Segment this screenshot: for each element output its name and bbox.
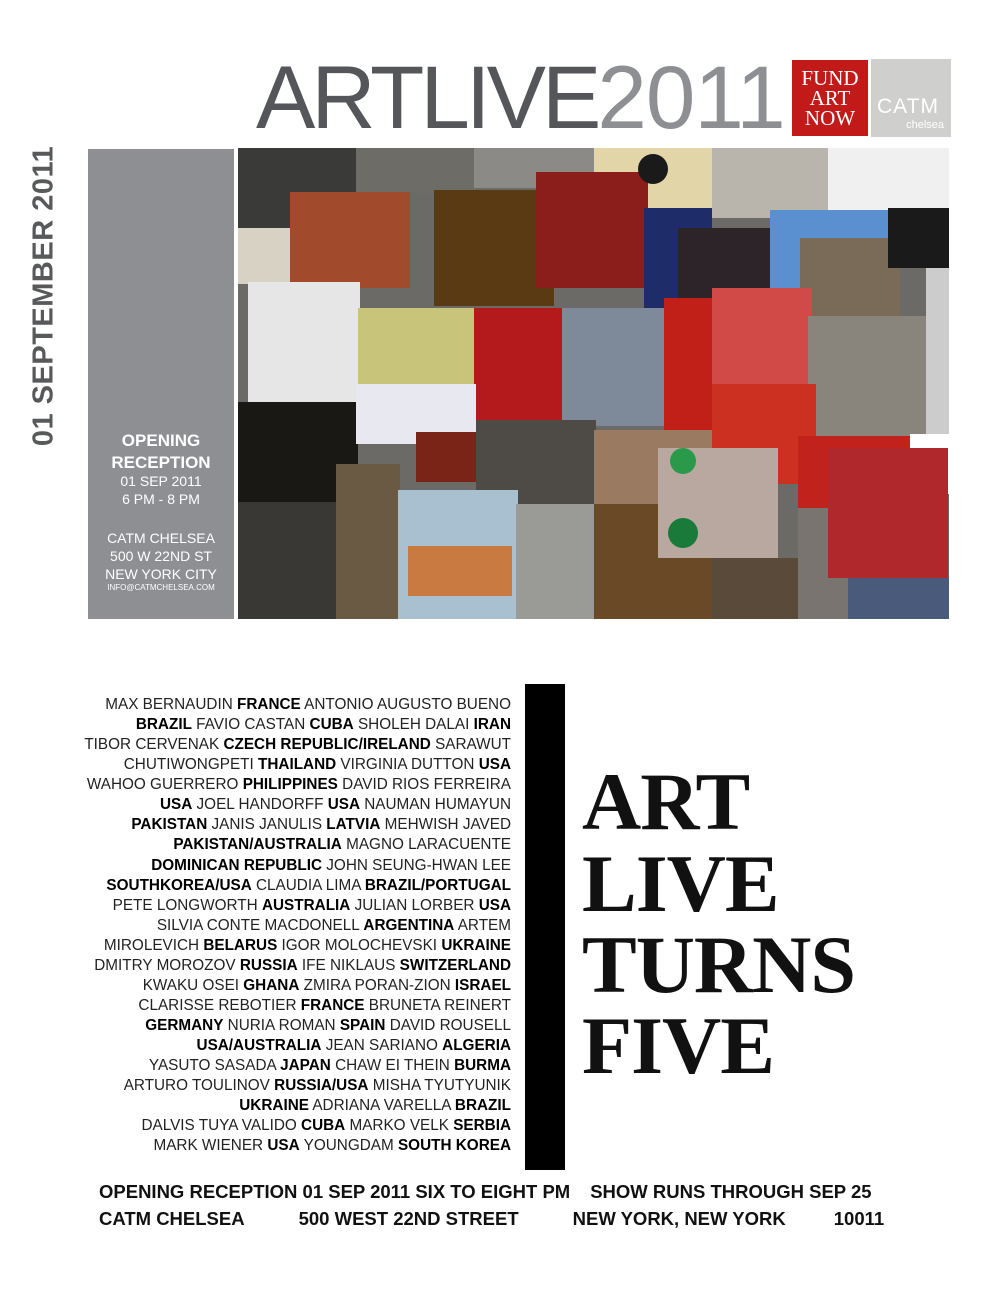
artist-line: [70, 735, 511, 755]
artist-name: DAVID RIOS FERREIRA: [337, 776, 511, 794]
badge-line-3: NOW: [804, 106, 856, 130]
artist-name: CLAUDIA LIMA: [251, 876, 365, 894]
collage-tile: [474, 308, 568, 420]
artist-line: [70, 1116, 511, 1136]
footer-zip: 10011: [833, 1208, 885, 1229]
collage-tile: [358, 308, 474, 384]
artist-name: SILVIA CONTE MACDONELL: [156, 916, 364, 934]
panel-city: NEW YORK CITY: [105, 566, 217, 582]
collage-tile: [888, 208, 949, 268]
big-word-five: FIVE: [582, 1000, 774, 1091]
artist-name: JULIAN LORBER: [350, 896, 479, 914]
collage-tile: [808, 316, 926, 436]
artist-line: [70, 1096, 511, 1116]
artist-country: JAPAN: [280, 1057, 331, 1075]
artist-name: FAVIO CASTAN: [191, 716, 310, 734]
artist-line: [70, 976, 511, 996]
artist-country: ARGENTINA: [363, 916, 455, 934]
artist-country: ISRAEL: [454, 976, 511, 994]
badge-line-2: ART: [809, 86, 851, 110]
artist-name: DMITRY MOROZOV: [94, 956, 240, 974]
artist-line: [70, 996, 511, 1016]
badge-line-1: FUND: [801, 66, 859, 90]
artist-name: IFE NIKLAUS: [297, 956, 400, 974]
artist-country: USA: [159, 796, 193, 814]
artist-name: ARTURO TOULINOV: [123, 1077, 275, 1095]
artist-name: MARK WIENER: [153, 1137, 268, 1155]
artist-list: [70, 695, 511, 1156]
artist-name: TIBOR CERVENAK: [84, 736, 224, 754]
artist-line: [70, 795, 511, 815]
artist-country: FRANCE: [300, 996, 365, 1014]
collage-tile: [664, 298, 714, 432]
panel-heading-reception: RECEPTION: [111, 453, 211, 472]
artist-name: YASUTO SASADA: [148, 1057, 281, 1075]
collage-tile: [848, 578, 949, 619]
artist-country: ALGERIA: [442, 1037, 511, 1055]
artist-name: YOUNGDAM: [299, 1137, 398, 1155]
artist-country: USA: [327, 796, 360, 814]
collage-tile: [536, 172, 648, 288]
artist-line: [70, 916, 511, 936]
artist-name: DALVIS TUYA VALIDO: [141, 1117, 302, 1135]
panel-street: 500 W 22ND ST: [110, 548, 212, 564]
artist-name: CHUTIWONGPETI: [123, 756, 258, 774]
footer-show-runs: SHOW RUNS THROUGH SEP 25: [590, 1181, 872, 1202]
artist-country: CZECH REPUBLIC/IRELAND: [223, 736, 431, 754]
artist-name: NURIA ROMAN: [223, 1017, 340, 1034]
collage-tile: [828, 448, 948, 578]
artist-country: PHILIPPINES: [242, 776, 338, 794]
artist-country: IRAN: [473, 716, 511, 734]
artist-line: [70, 1016, 511, 1036]
artist-country: CUBA: [309, 716, 354, 734]
artist-country: BRAZIL: [135, 716, 192, 734]
artist-country: UKRAINE: [441, 936, 511, 954]
artist-country: SOUTH KOREA: [397, 1137, 511, 1155]
artist-name: MAX BERNAUDIN: [105, 696, 237, 713]
artist-name: ZMIRA PORAN-ZION: [299, 976, 455, 994]
artist-line: [70, 835, 511, 855]
collage-tile: [712, 288, 812, 384]
collage-tile: [668, 518, 698, 548]
artist-country: PAKISTAN: [131, 816, 208, 834]
footer-reception: OPENING RECEPTION 01 SEP 2011 SIX TO EIGHT PM: [99, 1181, 571, 1202]
artist-country: CUBA: [301, 1117, 346, 1135]
artist-line: [70, 815, 511, 835]
artist-country: SPAIN: [339, 1017, 386, 1034]
artist-name: NAUMAN HUMAYUN: [360, 796, 511, 814]
logo-sub: chelsea: [906, 119, 944, 131]
collage-tile: [290, 192, 410, 288]
title-year: 2011: [597, 47, 785, 147]
collage-tile: [336, 464, 400, 619]
artist-country: USA: [478, 896, 511, 914]
artist-name: DAVID ROUSELL: [385, 1017, 511, 1034]
footer-city: NEW YORK, NEW YORK: [572, 1208, 786, 1229]
vertical-black-bar: [525, 684, 565, 1170]
panel-venue: CATM CHELSEA: [107, 530, 215, 546]
big-word-live: LIVE: [582, 838, 779, 929]
artist-line: [70, 856, 511, 876]
artist-country: DOMINICAN REPUBLIC: [151, 856, 323, 874]
artist-name: IGOR MOLOCHEVSKI: [277, 936, 442, 954]
collage-tile: [828, 148, 949, 210]
artist-name: PETE LONGWORTH: [112, 896, 262, 914]
big-word-turns: TURNS: [582, 919, 855, 1010]
artist-line: [70, 775, 511, 795]
artist-name: JOHN SEUNG-HWAN LEE: [322, 856, 511, 874]
artist-line: [70, 1036, 511, 1056]
artist-name: SHOLEH DALAI: [353, 716, 474, 734]
artist-name: WAHOO GUERRERO: [86, 776, 243, 794]
footer-street: 500 WEST 22ND STREET: [298, 1208, 519, 1229]
artist-country: USA: [267, 1137, 300, 1155]
poster-title: [256, 47, 785, 147]
artist-line: [70, 715, 511, 735]
footer-venue: CATM CHELSEA: [99, 1208, 245, 1229]
big-word-art: ART: [582, 756, 750, 847]
fund-art-now-badge: [792, 60, 868, 136]
artwork-collage: [238, 148, 949, 619]
artist-name: BRUNETA REINERT: [364, 996, 511, 1014]
artist-line: [70, 956, 511, 976]
artist-country: SWITZERLAND: [399, 956, 511, 974]
panel-time: 6 PM - 8 PM: [122, 491, 200, 507]
artist-name: VIRGINIA DUTTON: [336, 756, 479, 774]
artist-line: [70, 1056, 511, 1076]
artist-line: [70, 1076, 511, 1096]
artist-line: [70, 1136, 511, 1156]
artist-country: UKRAINE: [239, 1097, 309, 1115]
collage-tile: [712, 148, 830, 218]
panel-date: 01 SEP 2011: [120, 473, 202, 489]
artist-country: USA: [478, 756, 511, 774]
artist-name: KWAKU OSEI: [142, 976, 244, 994]
collage-tile: [670, 448, 696, 474]
collage-tile: [926, 268, 949, 434]
artist-country: GERMANY: [145, 1017, 224, 1034]
artist-country: SERBIA: [453, 1117, 511, 1135]
artist-name: ANTONIO AUGUSTO BUENO: [300, 696, 511, 713]
vertical-date-text: 01 SEPTEMBER 2011: [27, 145, 60, 447]
footer-line-1: [99, 1181, 872, 1203]
artist-name: ADRIANA VARELLA: [308, 1097, 455, 1115]
artist-name: MARKO VELK: [345, 1117, 454, 1135]
artist-name: SARAWUT: [430, 736, 511, 754]
collage-tile: [356, 148, 476, 193]
artist-name: CLARISSE REBOTIER: [138, 996, 301, 1014]
artist-country: THAILAND: [258, 756, 337, 774]
footer-line-2: [99, 1208, 884, 1230]
artist-name: JANIS JANULIS: [207, 816, 327, 834]
artist-line: [70, 936, 511, 956]
catm-chelsea-logo: [871, 59, 951, 137]
artist-country: BRAZIL: [454, 1097, 511, 1115]
collage-tile: [516, 504, 594, 619]
artist-name: JOEL HANDORFF: [192, 796, 328, 814]
collage-tile: [238, 502, 342, 619]
artist-country: LATVIA: [326, 816, 381, 834]
artist-country: AUSTRALIA: [261, 896, 351, 914]
logo-name: CATM: [877, 95, 939, 118]
artist-name: CHAW EI THEIN: [330, 1057, 455, 1075]
artist-country: BELARUS: [203, 936, 278, 954]
artist-country: SOUTHKOREA/USA: [106, 876, 252, 894]
reception-info-panel: [88, 149, 234, 619]
artist-country: FRANCE: [237, 696, 301, 713]
artist-country: BURMA: [454, 1057, 511, 1075]
artist-line: [70, 896, 511, 916]
artist-line: [70, 695, 511, 715]
panel-heading-opening: OPENING: [121, 431, 201, 450]
collage-tile: [248, 282, 360, 404]
artist-name: MISHA TYUTYUNIK: [368, 1077, 511, 1095]
artist-country: BRAZIL/PORTUGAL: [364, 876, 511, 894]
collage-tile: [800, 238, 900, 318]
artist-name: MEHWISH JAVED: [380, 816, 511, 834]
artist-line: [70, 755, 511, 775]
artist-line: [70, 876, 511, 896]
artist-name: MIROLEVICH: [103, 936, 204, 954]
title-main: ARTLIVE: [256, 47, 598, 147]
artist-country: PAKISTAN/AUSTRALIA: [173, 836, 342, 854]
collage-tile: [638, 154, 668, 184]
collage-tile: [408, 546, 512, 596]
artist-country: RUSSIA/USA: [274, 1077, 369, 1095]
collage-tile: [562, 308, 680, 426]
artist-name: MAGNO LARACUENTE: [341, 836, 511, 854]
artist-country: RUSSIA: [239, 956, 298, 974]
artist-country: GHANA: [243, 976, 300, 994]
panel-email: INFO@CATMCHELSEA.COM: [107, 583, 215, 592]
artist-name: JEAN SARIANO: [321, 1037, 443, 1055]
artist-country: USA/AUSTRALIA: [196, 1037, 322, 1055]
artist-name: ARTEM: [454, 916, 511, 934]
